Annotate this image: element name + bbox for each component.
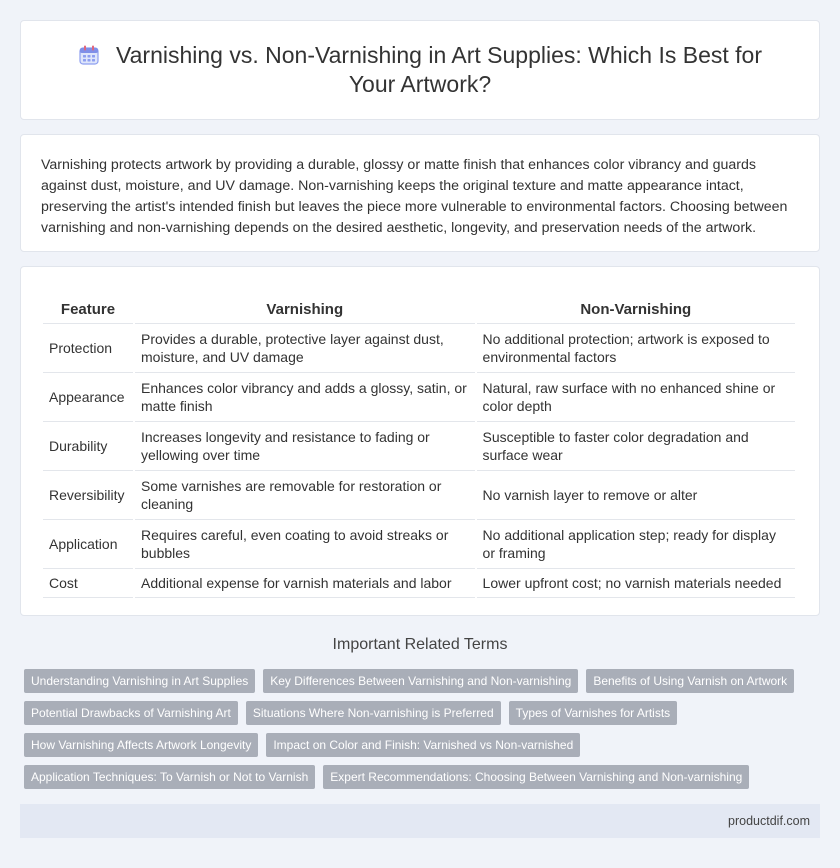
- tag-row: [24, 733, 820, 757]
- non-varnishing-cell: No varnish layer to remove or alter: [477, 471, 795, 520]
- non-varnishing-cell: No additional protection; artwork is exposed to environmental factors: [477, 324, 795, 373]
- table-row: [43, 471, 795, 520]
- varnishing-cell: Some varnishes are removable for restoration or cleaning: [135, 471, 475, 520]
- table-row: [43, 373, 795, 422]
- tag-row: [24, 765, 820, 789]
- related-terms-list: [24, 669, 820, 797]
- comparison-card: [20, 266, 820, 616]
- title-card: [20, 20, 820, 120]
- feature-cell: Cost: [43, 569, 133, 598]
- varnishing-cell: Provides a durable, protective layer against dust, moisture, and UV damage: [135, 324, 475, 373]
- related-term-tag[interactable]: Expert Recommendations: Choosing Between Varnishing and Non-varnishing: [323, 765, 749, 789]
- table-row: [43, 569, 795, 598]
- header-feature: Feature: [43, 291, 133, 324]
- feature-cell: Durability: [43, 422, 133, 471]
- page-title: Varnishing vs. Non-Varnishing in Art Supplies: Which Is Best for Your Artwork?: [116, 42, 762, 97]
- feature-cell: Reversibility: [43, 471, 133, 520]
- comparison-table: [41, 291, 797, 598]
- header-varnishing: Varnishing: [135, 291, 475, 324]
- footer-site[interactable]: productdif.com: [728, 814, 810, 828]
- footer: [20, 804, 820, 838]
- related-terms-title: Important Related Terms: [332, 636, 508, 653]
- header-non-varnishing: Non-Varnishing: [477, 291, 795, 324]
- intro-card: [20, 134, 820, 252]
- related-term-tag[interactable]: How Varnishing Affects Artwork Longevity: [24, 733, 258, 757]
- calendar-icon: [78, 44, 100, 66]
- tag-row: [24, 669, 820, 693]
- related-term-tag[interactable]: Benefits of Using Varnish on Artwork: [586, 669, 794, 693]
- varnishing-cell: Requires careful, even coating to avoid streaks or bubbles: [135, 520, 475, 569]
- non-varnishing-cell: No additional application step; ready for display or framing: [477, 520, 795, 569]
- non-varnishing-cell: Susceptible to faster color degradation and surface wear: [477, 422, 795, 471]
- feature-cell: Appearance: [43, 373, 133, 422]
- tag-row: [24, 701, 820, 725]
- page-title-wrap: [60, 41, 780, 99]
- related-term-tag[interactable]: Types of Varnishes for Artists: [509, 701, 678, 725]
- feature-cell: Application: [43, 520, 133, 569]
- varnishing-cell: Enhances color vibrancy and adds a glossy, satin, or matte finish: [135, 373, 475, 422]
- non-varnishing-cell: Natural, raw surface with no enhanced shine or color depth: [477, 373, 795, 422]
- feature-cell: Protection: [43, 324, 133, 373]
- table-row: [43, 520, 795, 569]
- related-term-tag[interactable]: Impact on Color and Finish: Varnished vs Non-varnished: [266, 733, 580, 757]
- related-term-tag[interactable]: Key Differences Between Varnishing and Non-varnishing: [263, 669, 578, 693]
- table-row: [43, 422, 795, 471]
- intro-text: Varnishing protects artwork by providing a durable, glossy or matte finish that enhances color vibrancy and guards against dust, moisture, and UV damage. Non-varnishing keeps the original texture and matte appearance intact, preserving the artist's intended finish but leaves the piece more vulnerable to environmental factors. Choosing between varnishing and non-varnishing depends on the desired aesthetic, longevity, and preservation needs of the artwork.: [41, 157, 788, 236]
- related-term-tag[interactable]: Understanding Varnishing in Art Supplies: [24, 669, 255, 693]
- table-row: [43, 324, 795, 373]
- table-header-row: [43, 291, 795, 324]
- related-term-tag[interactable]: Situations Where Non-varnishing is Preferred: [246, 701, 501, 725]
- varnishing-cell: Additional expense for varnish materials and labor: [135, 569, 475, 598]
- related-term-tag[interactable]: Application Techniques: To Varnish or Not to Varnish: [24, 765, 315, 789]
- related-term-tag[interactable]: Potential Drawbacks of Varnishing Art: [24, 701, 238, 725]
- varnishing-cell: Increases longevity and resistance to fading or yellowing over time: [135, 422, 475, 471]
- non-varnishing-cell: Lower upfront cost; no varnish materials needed: [477, 569, 795, 598]
